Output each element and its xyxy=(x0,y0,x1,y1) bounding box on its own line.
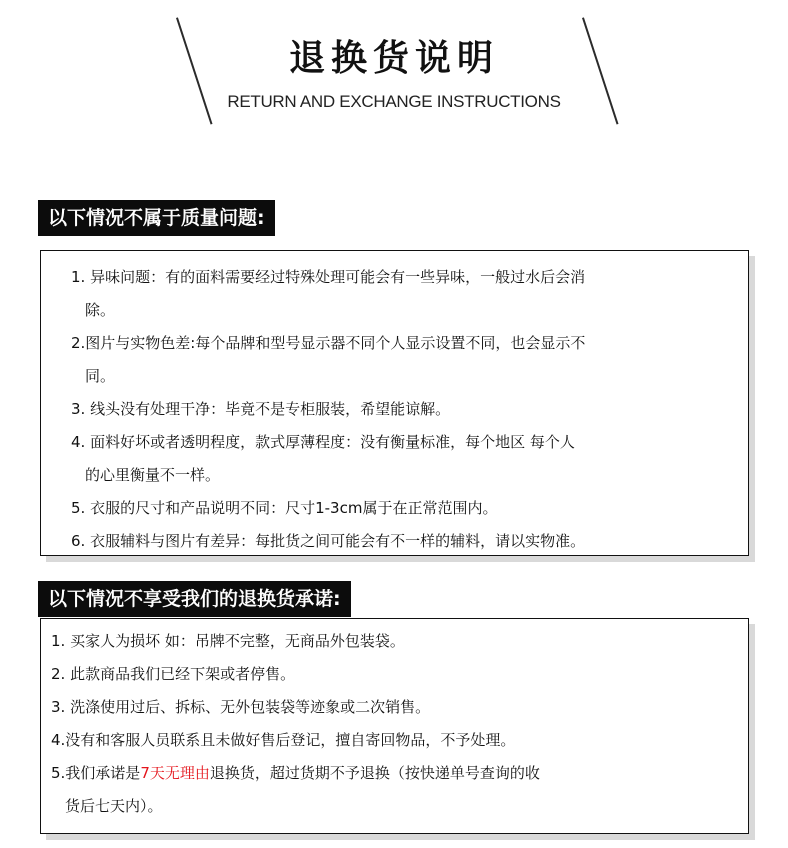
item-text: 3. 洗涤使用过后、拆标、无外包装袋等迹象或二次销售。 xyxy=(51,698,431,716)
item-text: 6. 衣服辅料与图片有差异：每批货之间可能会有不一样的辅料，请以实物准。 xyxy=(71,532,586,550)
item-text-continued: 货后七天内）。 xyxy=(65,797,163,815)
item-text: 5. 衣服的尺寸和产品说明不同：尺寸1-3cm属于在正常范围内。 xyxy=(71,499,498,517)
list-item xyxy=(41,393,748,426)
page-title: 退换货说明 xyxy=(288,38,499,79)
item-text-continued: 同。 xyxy=(85,367,116,385)
page-subtitle: RETURN AND EXCHANGE INSTRUCTIONS xyxy=(227,92,561,111)
list-item xyxy=(41,658,748,691)
item-text-continued: 除。 xyxy=(85,301,116,319)
list-item xyxy=(41,492,748,525)
list-item xyxy=(41,757,748,823)
list-item xyxy=(41,724,748,757)
item-text-continued: 的心里衡量不一样。 xyxy=(85,466,221,484)
item-text: 2. 此款商品我们已经下架或者停售。 xyxy=(51,665,296,683)
quality-issues-box xyxy=(40,250,749,556)
item-text: 1. 买家人为损坏 如：吊牌不完整，无商品外包装袋。 xyxy=(51,632,405,650)
item-text: 1. 异味问题：有的面料需要经过特殊处理可能会有一些异味，一般过水后会消 xyxy=(71,268,586,286)
item-text-prefix: 5.我们承诺是 xyxy=(51,764,141,782)
no-return-cases-list xyxy=(41,625,748,823)
section-label-quality-issues: 以下情况不属于质量问题: xyxy=(38,200,275,236)
item-text: 4.没有和客服人员联系且未做好售后登记，擅自寄回物品，不予处理。 xyxy=(51,731,516,749)
list-item xyxy=(41,691,748,724)
list-item xyxy=(41,625,748,658)
list-item xyxy=(41,327,748,393)
list-item xyxy=(41,261,748,327)
highlight-seven-day-return: 7天无理由 xyxy=(140,764,210,782)
item-text: 4. 面料好坏或者透明程度，款式厚薄程度：没有衡量标准，每个地区 每个人 xyxy=(71,433,575,451)
item-text-suffix: 退换货，超过货期不予退换（按快递单号查询的收 xyxy=(209,764,540,782)
item-text: 3. 线头没有处理干净：毕竟不是专柜服装，希望能谅解。 xyxy=(71,400,451,418)
list-item xyxy=(41,426,748,492)
item-text: 2.图片与实物色差:每个品牌和型号显示器不同个人显示设置不同，也会显示不 xyxy=(71,334,586,352)
list-item xyxy=(41,525,748,558)
section-label-no-return-cases: 以下情况不享受我们的退换货承诺: xyxy=(38,581,351,617)
no-return-cases-box xyxy=(40,618,749,834)
quality-issues-list xyxy=(41,261,748,558)
